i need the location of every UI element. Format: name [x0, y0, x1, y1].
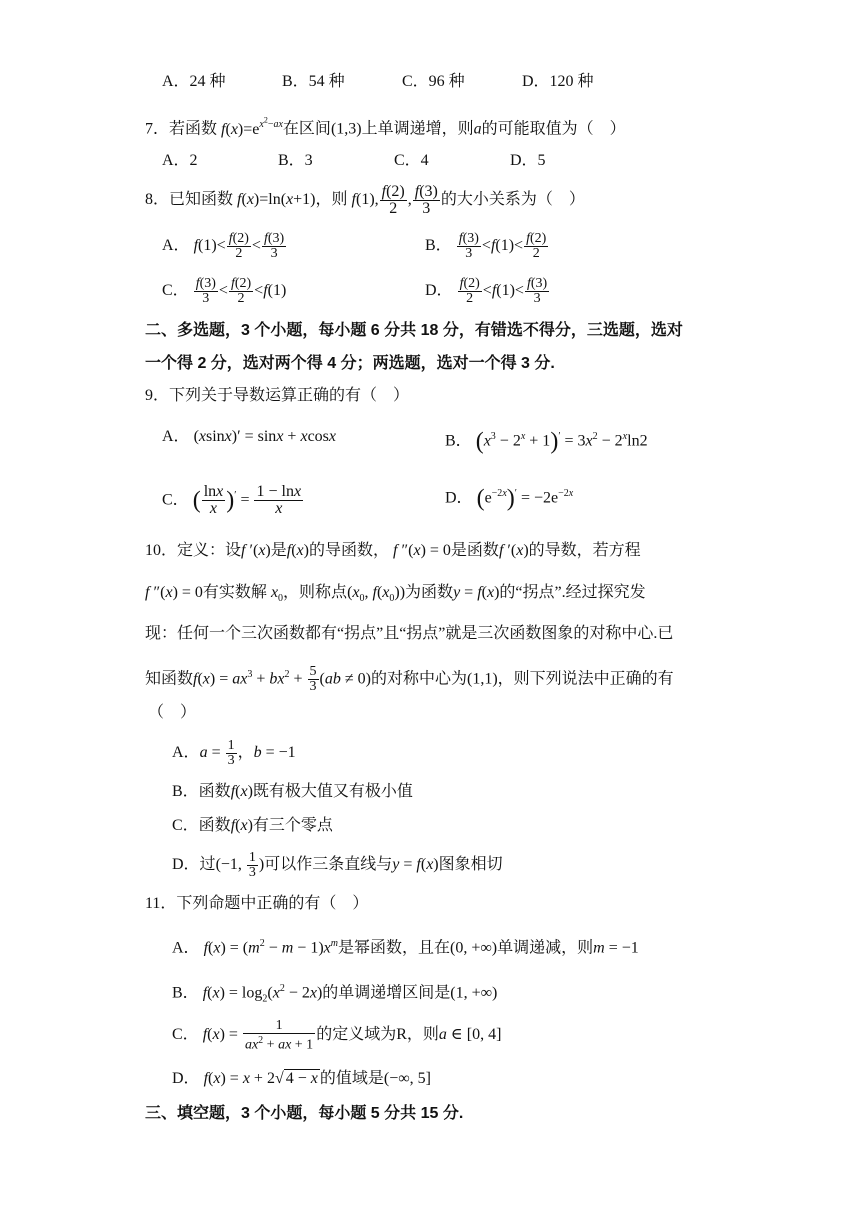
question-11-stem — [145, 893, 368, 915]
q11-option-c-label: C． — [172, 1026, 199, 1043]
q9-option-c-label: C． — [162, 491, 189, 509]
q7-number: 7． — [145, 120, 170, 138]
q10-option-c-label: C．函数 — [172, 817, 231, 834]
section-2-heading-line2: 一个得 2 分，选对两个得 4 分；两选题，选对一个得 3 分. — [145, 355, 555, 372]
q10-option-d-label: D．过 — [172, 856, 216, 873]
question-10-line3: 现：任何一个三次函数都有“拐点”且“拐点”就是三次函数图象的对称中心.已 — [145, 625, 674, 642]
q11-option-c-text-b: ，则 — [406, 1026, 439, 1043]
q11-option-c-text-a: 的定义域为 — [316, 1026, 397, 1043]
q7-option-b: B．3 — [278, 152, 313, 169]
q11-option-a-label: A． — [172, 939, 200, 957]
q9-option-b-label: B． — [445, 432, 472, 450]
q10-option-b-label: B．函数 — [172, 783, 231, 800]
q8-option-d: D． $\frac{f(2)}{2}$ <f(1)< $\frac{f(3)}{3}$ — [425, 275, 548, 306]
q9-option-a: A． (xsinx)′ = sinx + xcosx — [162, 428, 336, 445]
q11-option-a: A． $f(x) = (m^2 - m - 1)x^m$是幂函数，且在(0, +∞)单调递减，则m = −1 — [172, 938, 639, 957]
question-7-stem — [145, 110, 626, 141]
q10-text-4c: ，则下列说法中正确的有 — [497, 670, 674, 688]
section-3-heading: 三、填空题，3 个小题，每小题 5 分共 15 分. — [145, 1105, 464, 1122]
q7-text-c: 上单调递增，则 — [361, 120, 474, 138]
q10-option-a: A．a = $\frac{1}{3}$ ，b = −1 — [172, 737, 296, 768]
question-10-line4: 知函数$f(x) = ax^3 + bx^2$ + $\frac{5}{3}$ (ab ≠ 0)的对称中心为(1,1)，则下列说法中正确的有 — [145, 664, 674, 695]
q9-option-b: B． $(x^3 - 2^x + 1)' = 3x^2 - 2^x\ln 2$ — [445, 428, 648, 455]
q8-text-b: ，则 — [315, 191, 348, 208]
q6-option-b: B．54 种 — [282, 73, 345, 90]
section-2-heading-line1: 二、多选题，3 个小题，每小题 6 分共 18 分，有错选不得分，三选题，选对 — [145, 322, 683, 339]
q8-option-a: A． f(1)< $\frac{f(2)}{2}$ < $\frac{f(3)}{3}$ — [162, 230, 285, 261]
q8-number: 8． — [145, 191, 170, 208]
q7-option-c: C．4 — [394, 152, 429, 169]
q8-formula-f: f(x)=ln(x+1) — [237, 191, 316, 208]
q11-option-b-text: 的单调递增区间是 — [322, 984, 451, 1002]
q11-number: 11． — [145, 895, 177, 912]
q10-text-1b: 是 — [270, 542, 287, 559]
q8-option-b: B． $\frac{f(3)}{3}$ <f(1)< $\frac{f(2)}{2}$ — [425, 230, 547, 261]
q8-option-a-label: A． — [162, 237, 190, 254]
question-10-line2: f ″(x) = 0有实数解 $x_0$，则称点($x_0$, $f(x_0)$)为函数y = f(x)的“拐点”.经过探究发 — [145, 584, 646, 605]
q10-text-2b: ，则称点 — [283, 584, 348, 601]
q7-interval: (1,3) — [330, 120, 362, 138]
q9-text: 下列关于导数运算正确的有（ ） — [169, 387, 410, 404]
q11-option-d-label: D． — [172, 1070, 200, 1087]
q7-text-a: 若函数 — [169, 120, 218, 138]
q10-text-2c: 为函数 — [405, 584, 454, 601]
q10-text-2d: 的“拐点”.经过探究发 — [499, 584, 646, 601]
question-8-stem — [145, 180, 585, 220]
q11-option-b-label: B． — [172, 984, 199, 1002]
q10-text-1d: 是函数 — [450, 542, 499, 559]
q7-text-b: 在区间 — [282, 120, 331, 138]
q10-option-d-text-a: 可以作三条直线与 — [264, 856, 393, 873]
q11-text: 下列命题中正确的有（ ） — [176, 895, 369, 912]
q11-option-c: C． f(x) = $\frac{1}{ax^2 + ax + 1}$ 的定义域为R，则a ∈ [0, 4] — [172, 1017, 502, 1053]
q8-text-c: 的大小关系为（ ） — [440, 191, 585, 208]
q10-option-c: C．函数f(x)有三个零点 — [172, 817, 333, 834]
question-9-stem — [145, 385, 409, 407]
q8-option-c-label: C． — [162, 282, 189, 299]
q7-option-a: A．2 — [162, 152, 198, 169]
q6-option-a: A．24 种 — [162, 73, 226, 90]
q10-text-1e: 的导数，若方程 — [528, 542, 641, 559]
q10-option-d-text-b: 图象相切 — [438, 856, 503, 873]
q10-option-b: B．函数f(x)既有极大值又有极小值 — [172, 783, 413, 800]
q7-formula-f: $f(x)=e^{x^2-ax}$ — [221, 116, 283, 138]
q10-option-c-text: 有三个零点 — [252, 817, 333, 834]
q10-option-a-label: A． — [172, 744, 200, 761]
question-10-line5: （ ） — [148, 704, 197, 721]
q10-text-4a: 知函数 — [145, 670, 194, 688]
q11-option-d: D． f(x) = x + 2√ 4 − x 的值域是(−∞, 5] — [172, 1070, 431, 1087]
q10-text-1a: 定义：设 — [177, 542, 242, 559]
q11-option-b: B． $f(x) = \log_2(x^2 - 2x)$的单调递增区间是(1, +∞) — [172, 983, 498, 1005]
q10-option-b-text: 既有极大值又有极小值 — [252, 783, 413, 800]
q10-text-1c: 的导函数， — [308, 542, 389, 559]
q6-option-c: C．96 种 — [402, 73, 465, 90]
question-10-line1: 10．定义：设f ′(x)是f(x)的导函数， f ″(x) = 0是函数f ′(x)的导数，若方程 — [145, 542, 641, 559]
q9-option-d-label: D． — [445, 489, 473, 507]
q10-option-d: D．过(−1, $\frac{1}{3}$ )可以作三条直线与y = f(x)图象相切 — [172, 849, 503, 880]
q8-option-d-label: D． — [425, 282, 453, 299]
q7-text-d: 的可能取值为（ ） — [481, 120, 626, 138]
q11-option-d-text: 的值域是 — [319, 1070, 384, 1087]
q8-option-b-label: B． — [425, 237, 452, 254]
q11-option-a-text-a: 是幂函数，且在 — [338, 939, 451, 957]
q11-option-a-text-b: 单调递减，则 — [497, 939, 594, 957]
q10-text-2a: 有实数解 — [202, 584, 267, 601]
q8-text-a: 已知函数 — [169, 191, 234, 208]
q8-option-c: C． $\frac{f(3)}{3}$ < $\frac{f(2)}{2}$ <f(1) — [162, 275, 287, 306]
q10-number: 10． — [145, 542, 178, 559]
q10-text-4b: 的对称中心为 — [370, 670, 467, 688]
q8-values: f(1), $\frac{f(2)}{2}$ , $\frac{f(3)}{3}$ — [351, 182, 438, 217]
q7-var-a: a — [473, 120, 482, 138]
q9-option-c: C． ( $\frac{\ln x}{x}$ )′ = $\frac{1 - \ln x}{x}$ — [162, 483, 302, 518]
q9-option-d: D． $(e^{-2x})' = -2e^{-2x}$ — [445, 485, 574, 512]
q9-number: 9． — [145, 387, 170, 404]
q9-option-a-label: A． — [162, 428, 190, 445]
q7-option-d: D．5 — [510, 152, 546, 169]
q6-option-d: D．120 种 — [522, 73, 594, 90]
